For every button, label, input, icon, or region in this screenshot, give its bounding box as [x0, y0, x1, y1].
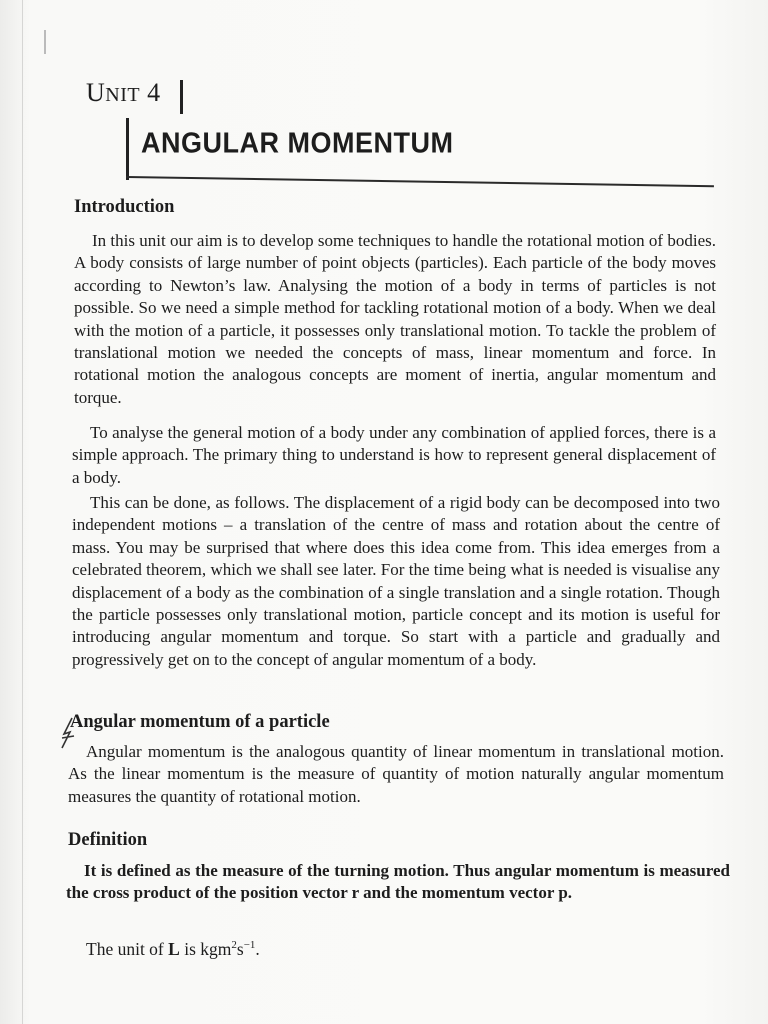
unit-number: 4: [147, 78, 161, 107]
unit-statement-is: is kgm: [184, 938, 232, 959]
heading-definition: Definition: [68, 830, 148, 850]
heading-angular-momentum-particle: Angular momentum of a particle: [70, 712, 330, 732]
unit-symbol-L: L: [168, 938, 180, 959]
intro-paragraph-1: In this unit our aim is to develop some techniques to handle the rotational motion of bodies. A body consists of large number of point objects (particles). Each particle of the body moves according to Newton’s law. Analysing the motion of a body in terms of particles is not possible. So we need a simple method for tackling rotational motion of a body. When we deal with the motion of a particle, it possesses only translational motion. To tackle the problem of translational motion we needed the concepts of mass, linear momentum and force. In rotational motion the analogous concepts are moment of inertia, angular momentum and torque.: [74, 231, 716, 407]
chapter-title: ANGULAR MOMENTUM: [141, 127, 454, 159]
unit-s: s: [236, 938, 244, 959]
page-edge-line: [22, 0, 23, 1024]
unit-statement-end: .: [255, 938, 260, 959]
intro-paragraph-3: This can be done, as follows. The displacement of a rigid body can be decomposed into two independent motions – a translation of the centre of mass and rotation about the centre of mass. You may be surprised that where does this idea come from. This idea emerges from a celebrated theorem, which we shall see later. For the time being what is needed is visualise any displacement of a body as the combination of a single translation and a single rotation. Though the particle possesses only translational motion, particle concept and its motion is useful for introducing angular momentum and torque. So start with a particle and gradually and progressively get on to the concept of angular momentum of a body.: [72, 493, 720, 669]
particle-paragraph: Angular momentum is the analogous quantity of linear momentum in translational motion. As the linear momentum is the measure of quantity of motion naturally angular momentum measures the quantity of rotational motion.: [68, 742, 724, 806]
unit-exponent-1: 2: [231, 939, 237, 951]
intro-paragraph-2: To analyse the general motion of a body under any combination of applied forces, there is a simple approach. The primary thing to understand is how to represent general displacement of a body.: [72, 423, 716, 487]
unit-label-rest: NIT: [105, 84, 141, 106]
unit-label-initial: U: [86, 78, 106, 107]
definition-text: It is defined as the measure of the turning motion. Thus angular momentum is measured the cross product of the position vector r and the momentum vector p.: [66, 861, 730, 903]
unit-statement: [68, 934, 468, 960]
binding-mark: [44, 30, 46, 54]
unit-statement-prefix: The unit of: [86, 938, 164, 959]
chapter-title-box: [126, 118, 453, 180]
unit-exponent-2: −1: [243, 939, 256, 951]
heading-introduction: Introduction: [74, 197, 175, 217]
unit-bar: [180, 80, 183, 114]
unit-label: [86, 78, 161, 108]
